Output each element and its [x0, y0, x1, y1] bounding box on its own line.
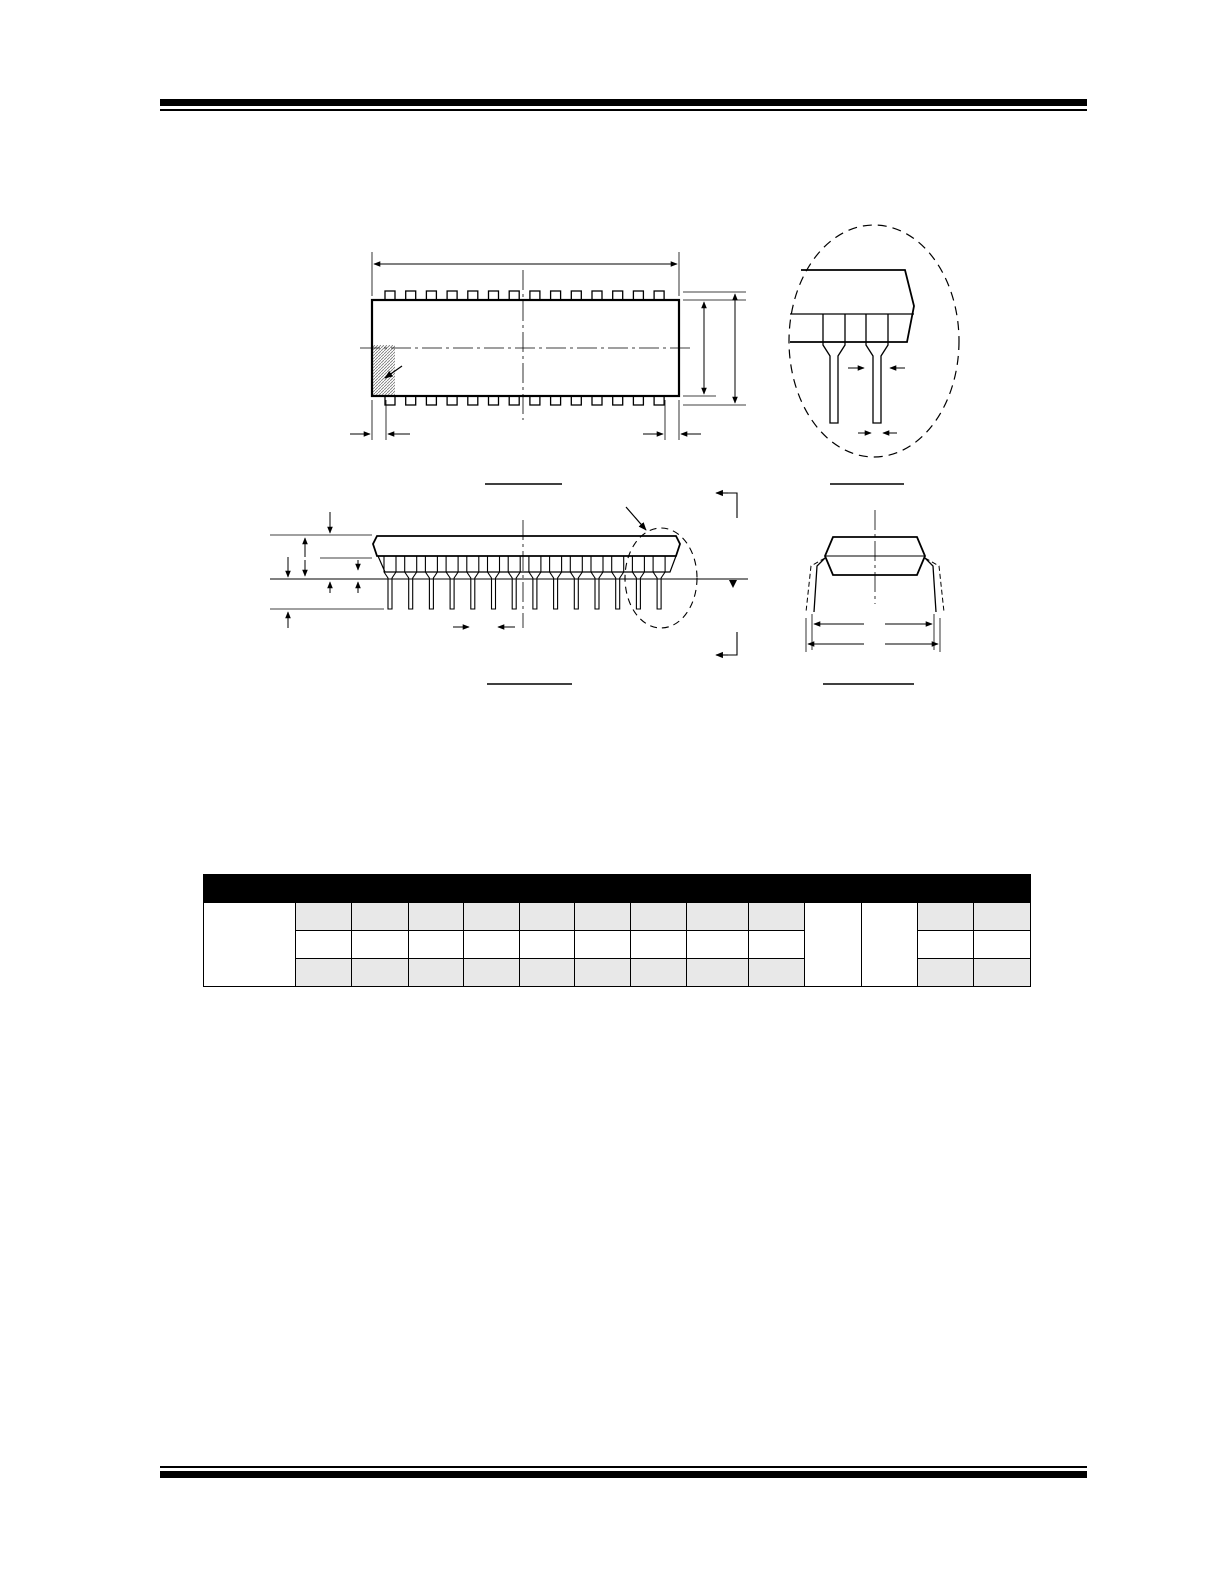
side-pin [508, 556, 520, 609]
table-cell [575, 903, 630, 931]
side-pin [529, 556, 541, 609]
table-header-cell [805, 875, 861, 903]
table-cell [464, 931, 519, 959]
table-header-cell [464, 875, 519, 903]
table-cell [630, 959, 686, 987]
top-pin-upper [406, 291, 416, 300]
top-pin-lower [592, 396, 602, 405]
top-pin-upper [654, 291, 664, 300]
top-pin-lower [426, 396, 436, 405]
table-cell [519, 903, 574, 931]
seating-plane-marker [729, 580, 737, 588]
top-pins-upper [385, 291, 664, 300]
top-pin-lower [468, 396, 478, 405]
table-cell [352, 903, 408, 931]
top-pin-upper [385, 291, 395, 300]
top-pin-lower [654, 396, 664, 405]
table-header-cell [748, 875, 804, 903]
top-pin-lower [385, 396, 395, 405]
table-header-cell [974, 875, 1031, 903]
top-pin-lower [633, 396, 643, 405]
side-pin [467, 556, 479, 609]
table-cell [408, 959, 463, 987]
top-pins-lower [385, 396, 664, 405]
top-pin-lower [551, 396, 561, 405]
table-cell [748, 931, 804, 959]
table-cell [519, 959, 574, 987]
footer-rule-thick [160, 1471, 1087, 1478]
table-cell [686, 931, 748, 959]
side-pin [570, 556, 582, 609]
table-cell [748, 903, 804, 931]
table-cell [686, 903, 748, 931]
top-pin-lower [447, 396, 457, 405]
table-cell [352, 931, 408, 959]
top-pin-upper [447, 291, 457, 300]
top-pin-lower [509, 396, 519, 405]
dimension-table-header [204, 875, 1031, 903]
table-header-cell [575, 875, 630, 903]
top-pin-upper [592, 291, 602, 300]
detail-view [789, 225, 959, 484]
top-pin-upper [571, 291, 581, 300]
table-cell [974, 931, 1031, 959]
table-cell [630, 931, 686, 959]
top-pin-upper [509, 291, 519, 300]
side-pin [653, 556, 665, 609]
top-pin-upper [489, 291, 499, 300]
table-cell [296, 959, 352, 987]
footer-rule-thin [160, 1466, 1087, 1468]
side-pin [425, 556, 437, 609]
table-cell [408, 903, 463, 931]
top-pin-upper [633, 291, 643, 300]
side-pin [446, 556, 458, 609]
end-lead-left [814, 558, 825, 612]
top-pin-lower [613, 396, 623, 405]
table-cell [519, 931, 574, 959]
table-header-cell [630, 875, 686, 903]
side-pins [384, 556, 665, 609]
table-cell [974, 903, 1031, 931]
side-pin [488, 556, 500, 609]
table-cell [296, 903, 352, 931]
side-pin [632, 556, 644, 609]
table-cell [861, 903, 917, 987]
table-row [204, 903, 1031, 931]
top-pin-lower [489, 396, 499, 405]
top-pin-lower [530, 396, 540, 405]
table-cell [408, 931, 463, 959]
table-header-cell [352, 875, 408, 903]
top-pin-lower [571, 396, 581, 405]
table-header-cell [686, 875, 748, 903]
end-lead-right [925, 558, 936, 612]
table-header-cell [861, 875, 917, 903]
detail-boundary [789, 225, 959, 457]
detail-lead-b [866, 314, 888, 423]
table-cell [805, 903, 861, 987]
top-pin-upper [530, 291, 540, 300]
side-pin [550, 556, 562, 609]
table-cell [748, 959, 804, 987]
top-pin-lower [406, 396, 416, 405]
table-cell [918, 931, 974, 959]
table-cell [352, 959, 408, 987]
dimension-table [203, 874, 1031, 987]
table-cell [686, 959, 748, 987]
table-cell [918, 903, 974, 931]
table-cell [464, 959, 519, 987]
side-pin [591, 556, 603, 609]
top-pin-upper [426, 291, 436, 300]
table-cell [918, 959, 974, 987]
side-pin [384, 556, 396, 609]
side-pin [405, 556, 417, 609]
table-header-cell [918, 875, 974, 903]
top-pin-upper [551, 291, 561, 300]
table-cell [630, 903, 686, 931]
detail-callout-leader [626, 507, 646, 530]
pin1-index-mark [373, 345, 395, 395]
table-cell [296, 931, 352, 959]
side-pin [612, 556, 624, 609]
table-cell [974, 959, 1031, 987]
table-header-cell [519, 875, 574, 903]
table-cell [575, 931, 630, 959]
table-header-cell [296, 875, 352, 903]
table-row-group-label [204, 903, 296, 987]
top-view [350, 252, 746, 484]
table-header-cell [204, 875, 296, 903]
end-view [806, 510, 944, 684]
side-view [270, 493, 748, 684]
top-pin-upper [468, 291, 478, 300]
table-cell [464, 903, 519, 931]
detail-lead-a [823, 314, 845, 423]
table-cell [575, 959, 630, 987]
top-pin-upper [613, 291, 623, 300]
detail-body-outline [790, 270, 914, 342]
table-header-cell [408, 875, 463, 903]
